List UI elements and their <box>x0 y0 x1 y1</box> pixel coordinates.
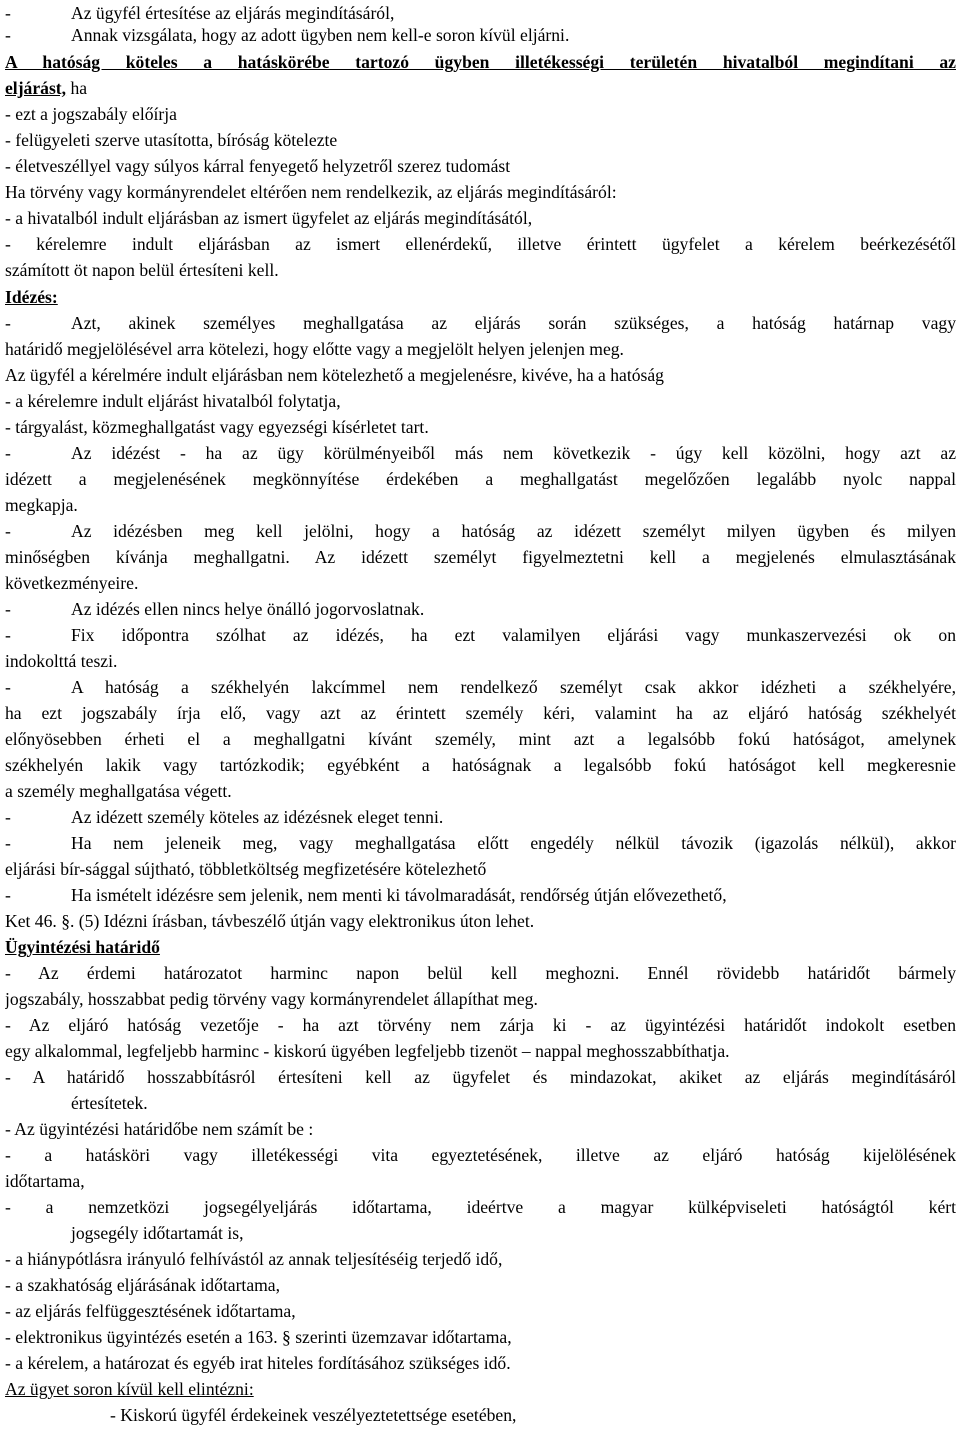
text-line: - a hiánypótlásra irányuló felhívástól az annak teljesítéséig terjedő idő, <box>5 1249 503 1269</box>
text-line: - A határidő hosszabbításról értesíteni kell az ügyfelet és mindazokat, akiket az eljárás megindításáról <box>5 1067 956 1087</box>
dash-marker: - <box>5 313 11 333</box>
section-heading-idezes: Idézés: <box>5 287 58 307</box>
dash-marker: - <box>5 25 11 45</box>
text-line: - felügyeleti szerve utasította, bíróság kötelezte <box>5 130 338 150</box>
text-line: előnyösebben érheti el a meghallgatni kívánt személy, mint azt a legalsóbb fokú hatóságot, amelynek <box>5 729 956 749</box>
text-line: egy alkalommal, legfeljebb harminc - kiskorú ügyében legfeljebb tizenöt – nappal meghosszabbíthatja. <box>5 1041 730 1061</box>
text-line <box>5 674 956 700</box>
line-text: ha <box>66 78 88 98</box>
line-text: A hatóság a székhelyén lakcímmel nem rendelkező személyt csak akkor idézheti a székhelyére, <box>71 677 956 697</box>
text-line: - Az érdemi határozatot harminc napon belül kell meghozni. Ennél rövidebb határidőt bármely <box>5 963 956 983</box>
text-line: indokolttá teszi. <box>5 651 118 671</box>
text-line: időtartama, <box>5 1171 85 1191</box>
text-line <box>5 830 956 856</box>
text-line: Az ügyfél a kérelmére indult eljárásban nem kötelezhető a megjelenésre, kivéve, ha a hatóság <box>5 365 664 385</box>
line-text: Fix időpontra szólhat az idézés, ha ezt valamilyen eljárási vagy munkaszervezési ok on <box>71 625 956 645</box>
text-line: határidő megjelölésével arra kötelezi, hogy előtte vagy a megjelölt helyen jelenjen meg. <box>5 339 624 359</box>
text-line <box>5 596 956 622</box>
text-line: megkapja. <box>5 495 78 515</box>
line-text: Annak vizsgálata, hogy az adott ügyben nem kell-e soron kívül eljárni. <box>71 25 570 45</box>
line-text: Azt, akinek személyes meghallgatása az eljárás során szükséges, a hatóság határnap vagy <box>71 313 956 333</box>
text-line: - Kiskorú ügyfél érdekeinek veszélyeztetettsége esetében, <box>110 1405 517 1425</box>
text-line <box>5 22 956 48</box>
text-line: - a hatásköri vagy illetékességi vita egyeztetésének, illetve az eljáró hatóság kijelölésének <box>5 1145 956 1165</box>
line-text: Ha nem jeleneik meg, vagy meghallgatása előtt engedély nélkül távozik (igazolás nélkül), akkor <box>71 833 956 853</box>
text-line: - ezt a jogszabály előírja <box>5 104 177 124</box>
bold-underlined-heading-line: A hatóság köteles a hatáskörébe tartozó ügyben illetékességi területén hivatalból megindítani az <box>5 52 956 72</box>
text-line <box>5 882 956 908</box>
text-line: - a nemzetközi jogsegélyeljárás időtartama, ideértve a magyar külképviseleti hatóságtól kért <box>5 1197 956 1217</box>
dash-marker: - <box>5 443 11 463</box>
line-text: Az idézett személy köteles az idézésnek eleget tenni. <box>71 807 444 827</box>
text-line: - életveszéllyel vagy súlyos kárral fenyegető helyzetről szerez tudomást <box>5 156 511 176</box>
text-line <box>5 75 956 101</box>
dash-marker: - <box>5 3 11 23</box>
text-line: székhelyén lakik vagy tartózkodik; egyébként a hatóságnak a legalsóbb fokú hatóságot kell megkeresnie <box>5 755 956 775</box>
text-line: jogsegély időtartamát is, <box>71 1223 244 1243</box>
text-line: - a kérelemre indult eljárást hivatalból folytatja, <box>5 391 341 411</box>
text-line: - Az eljáró hatóság vezetője - ha azt törvény nem zárja ki - az ügyintézési határidőt indokolt esetben <box>5 1015 956 1035</box>
bold-underlined-word: eljárást, <box>5 78 67 98</box>
line-text: Az idézés ellen nincs helye önálló jogorvoslatnak. <box>71 599 425 619</box>
dash-marker: - <box>5 833 11 853</box>
dash-marker: - <box>5 599 11 619</box>
text-line: idézett a megjelenésének megkönnyítése érdekében a meghallgatást megelőzően legalább nyolc nappal <box>5 469 956 489</box>
underlined-heading-soron-kivul: Az ügyet soron kívül kell elintézni: <box>5 1379 254 1399</box>
text-line: - tárgyalást, közmeghallgatást vagy egyezségi kísérletet tart. <box>5 417 429 437</box>
line-text: Az idézést - ha az ügy körülményeiből más nem következik - úgy kell közölni, hogy azt az <box>71 443 956 463</box>
dash-marker: - <box>5 807 11 827</box>
text-line: jogszabály, hosszabbat pedig törvény vagy kormányrendelet állapíthat meg. <box>5 989 538 1009</box>
text-line <box>5 622 956 648</box>
text-line: - a szakhatóság eljárásának időtartama, <box>5 1275 281 1295</box>
text-line: a személy meghallgatása végett. <box>5 781 232 801</box>
dash-marker: - <box>5 677 11 697</box>
text-line: - kérelemre indult eljárásban az ismert ellenérdekű, illetve érintett ügyfelet a kérelem beérkezésétől <box>5 234 956 254</box>
text-line <box>5 804 956 830</box>
line-text: Ha ismételt idézésre sem jelenik, nem menti ki távolmaradását, rendőrség útján elővezethető, <box>71 885 727 905</box>
text-line: Ket 46. §. (5) Idézni írásban, távbeszélő útján vagy elektronikus úton lehet. <box>5 911 535 931</box>
text-line: minőségben kívánja meghallgatni. Az idézett személyt figyelmeztetni kell a megjelenés elmulasztásának <box>5 547 956 567</box>
dash-marker: - <box>5 625 11 645</box>
line-text: Az ügyfél értesítése az eljárás megindításáról, <box>71 3 395 23</box>
text-line <box>5 310 956 336</box>
text-line: - a kérelem, a határozat és egyéb irat hiteles fordításához szükséges idő. <box>5 1353 511 1373</box>
text-line <box>5 518 956 544</box>
text-line: - Az ügyintézési határidőbe nem számít be : <box>5 1119 314 1139</box>
text-line: - a hivatalból indult eljárásban az ismert ügyfelet az eljárás megindításától, <box>5 208 533 228</box>
text-line: értesítetek. <box>71 1093 148 1113</box>
text-line: Ha törvény vagy kormányrendelet eltérően nem rendelkezik, az eljárás megindításáról: <box>5 182 617 202</box>
text-line: számított öt napon belül értesíteni kell. <box>5 260 279 280</box>
text-line: eljárási bír-sággal sújtható, többletköltség megfizetésére kötelezhető <box>5 859 487 879</box>
section-heading-ugyintezesi-hatarido: Ügyintézési határidő <box>5 937 160 957</box>
text-line: ha ezt jogszabály írja elő, vagy azt az érintett személy kéri, valamint ha az eljáró hatóság székhelyét <box>5 703 956 723</box>
text-line: - elektronikus ügyintézés esetén a 163. § szerinti üzemzavar időtartama, <box>5 1327 512 1347</box>
line-text: Az idézésben meg kell jelölni, hogy a hatóság az idézett személyt milyen ügyben és milyen <box>71 521 956 541</box>
text-line <box>5 440 956 466</box>
dash-marker: - <box>5 885 11 905</box>
text-line: - az eljárás felfüggesztésének időtartama, <box>5 1301 296 1321</box>
dash-marker: - <box>5 521 11 541</box>
text-line: következményeire. <box>5 573 139 593</box>
